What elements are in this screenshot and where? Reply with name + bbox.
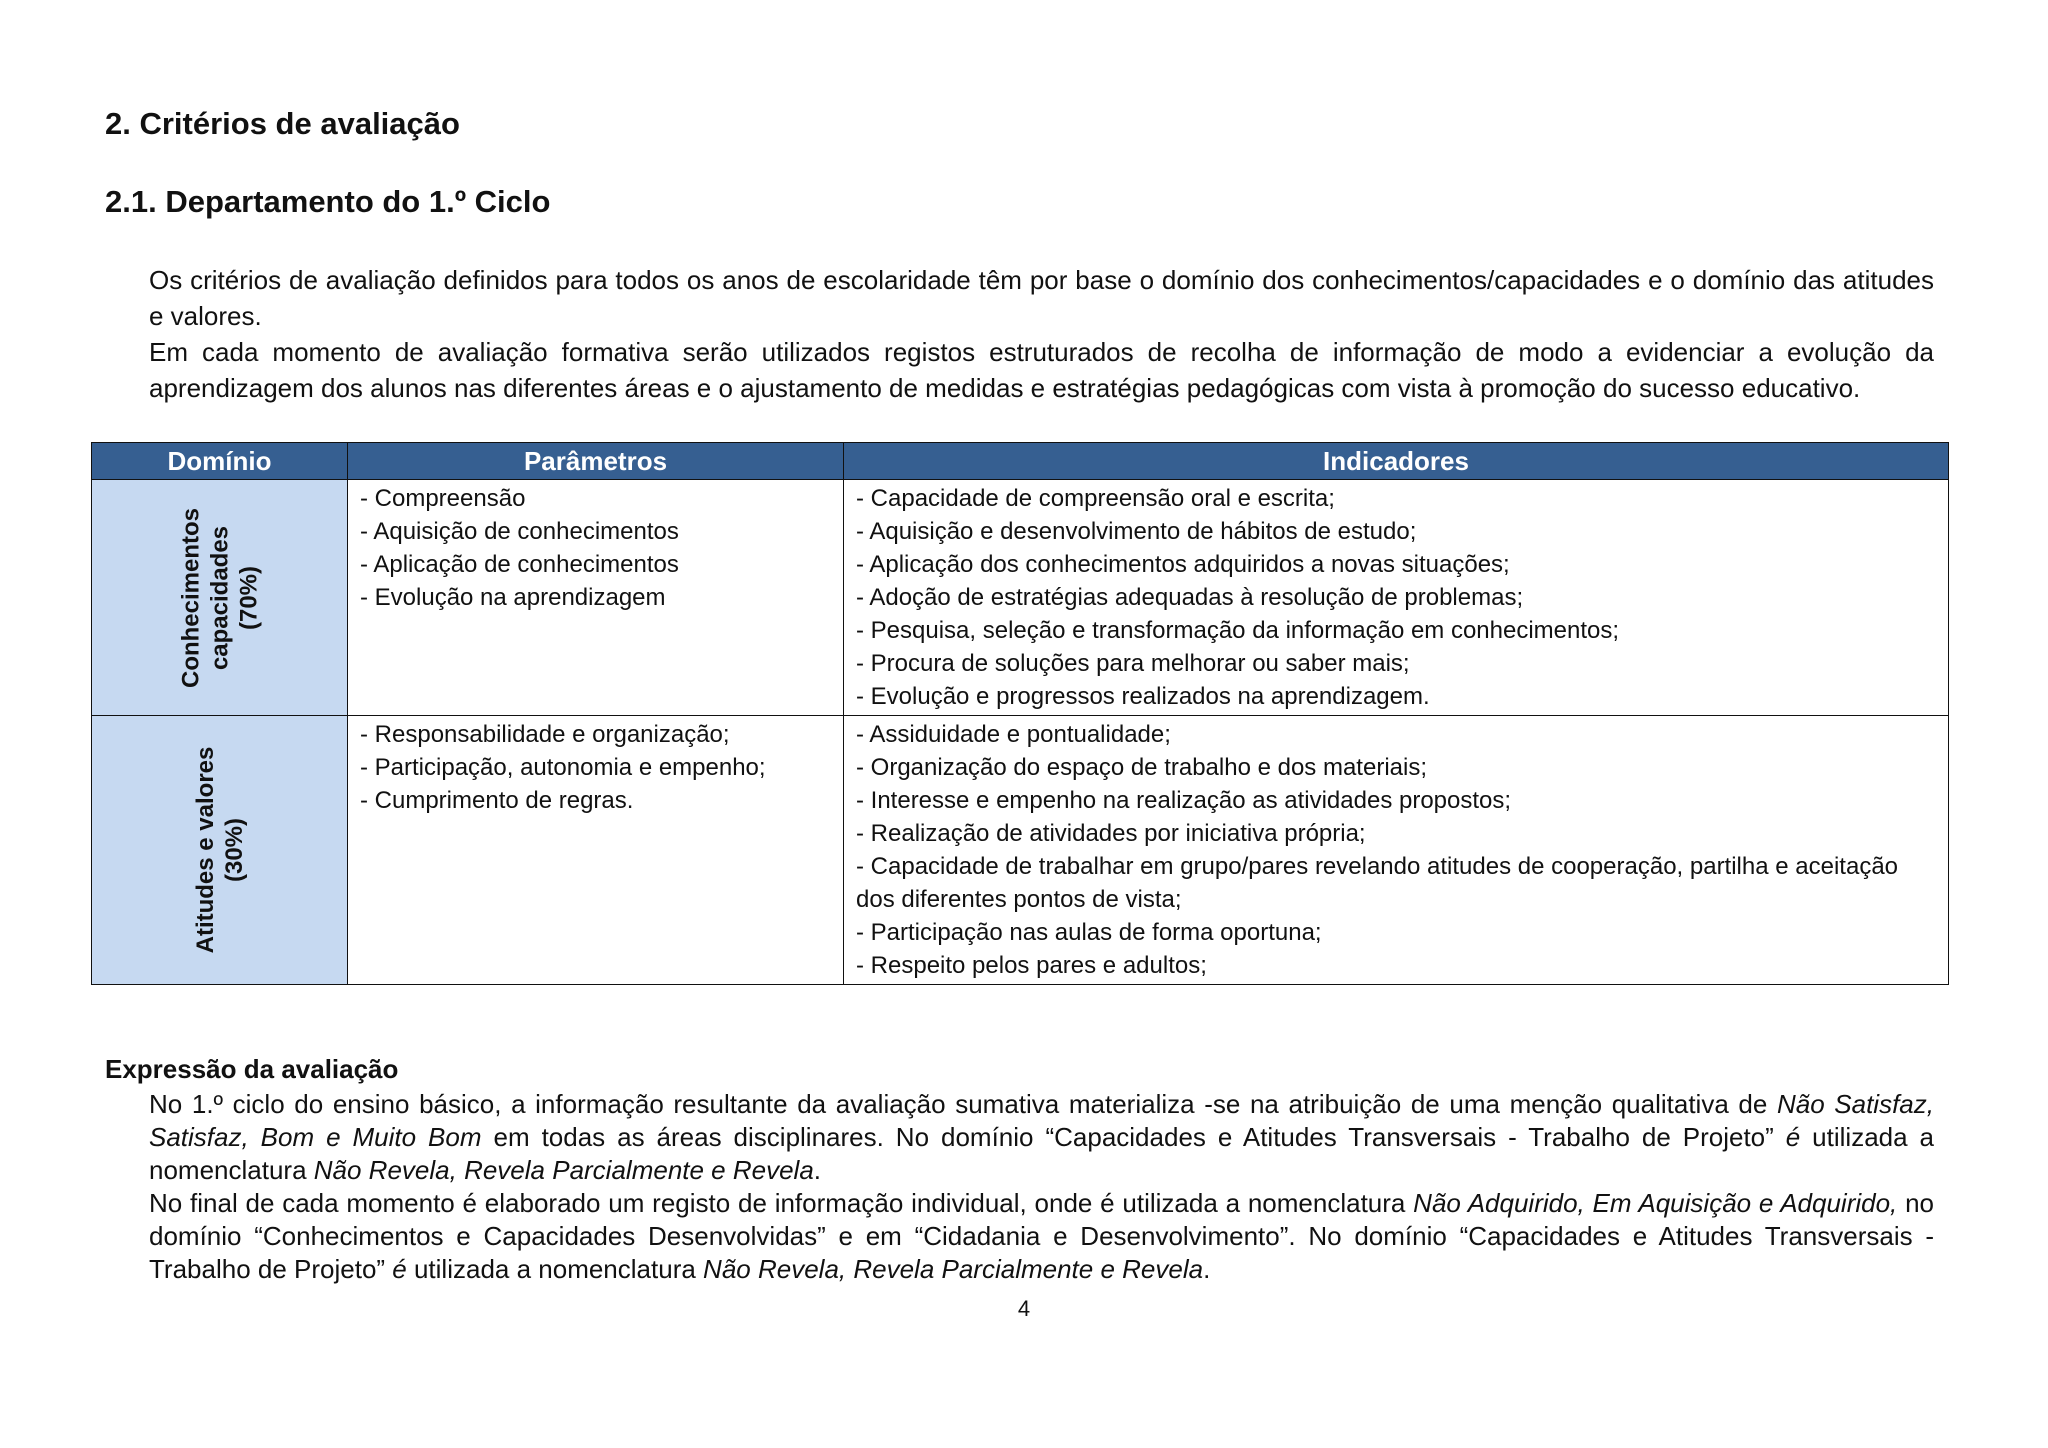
list-item: - Realização de atividades por iniciativa própria; (856, 820, 1366, 847)
list-item: - Aplicação dos conhecimentos adquiridos a novas situações; (856, 551, 1510, 578)
domain-cell (92, 480, 348, 716)
expressao-paragraph: No 1.º ciclo do ensino básico, a informação resultante da avaliação sumativa materializa -se na atribuição de uma menção qualitativa de Não Satisfaz, Satisfaz, Bom e Muito Bom em todas as áreas disciplinares. No domínio “Capacidades e Atitudes Transversais - Trabalho de Projeto” é utilizada a nomenclatura Não Revela, Revela Parcialmente e Revela. (149, 1089, 1934, 1185)
table-header-row (92, 443, 1949, 480)
list-item: - Organização do espaço de trabalho e dos materiais; (856, 754, 1427, 781)
expressao-paragraph: No final de cada momento é elaborado um registo de informação individual, onde é utilizada a nomenclatura Não Adquirido, Em Aquisição e Adquirido, no domínio “Conhecimentos e Capacidades Desenvolvidas” e em “Cidadania e Desenvolvimento”. No domínio “Capacidades e Atitudes Transversais - Trabalho de Projeto” é utilizada a nomenclatura Não Revela, Revela Parcialmente e Revela. (149, 1188, 1934, 1284)
list-item: - Interesse e empenho na realização as atividades propostos; (856, 787, 1512, 814)
parametros-cell (348, 480, 844, 716)
intro-text (149, 262, 1934, 406)
list-item: - Capacidade de compreensão oral e escrita; (856, 485, 1335, 512)
list-item: - Respeito pelos pares e adultos; (856, 952, 1207, 979)
intro-paragraph: Em cada momento de avaliação formativa serão utilizados registos estruturados de recolha de informação de modo a evidenciar a evolução da aprendizagem dos alunos nas diferentes áreas e o ajustamento de medidas e estratégias pedagógicas com vista à promoção do sucesso educativo. (149, 337, 1934, 403)
expressao-text (149, 1088, 1934, 1286)
domain-weight: (70%) (235, 565, 262, 630)
header-dominio: Domínio (92, 443, 348, 480)
section-heading: 2. Critérios de avaliação (105, 106, 460, 141)
criteria-table (91, 442, 1949, 985)
domain-label: Atitudes e valores (191, 746, 219, 954)
list-item: - Pesquisa, seleção e transformação da informação em conhecimentos; (856, 617, 1620, 644)
list-item: - Compreensão (360, 485, 526, 512)
list-item: - Evolução e progressos realizados na aprendizagem. (856, 683, 1430, 710)
list-item: - Participação, autonomia e empenho; (360, 754, 766, 781)
list-item: - Adoção de estratégias adequadas à resolução de problemas; (856, 584, 1524, 611)
table-row (92, 480, 1949, 716)
list-item: - Aquisição e desenvolvimento de hábitos de estudo; (856, 518, 1417, 545)
indicadores-cell (844, 480, 1949, 716)
list-item: - Aplicação de conhecimentos (360, 551, 679, 578)
intro-paragraph: Os critérios de avaliação definidos para todos os anos de escolaridade têm por base o domínio dos conhecimentos/capacidades e o domínio das atitudes e valores. (149, 265, 1934, 331)
table-row (92, 716, 1949, 985)
domain-label: Conhecimentos (177, 507, 204, 688)
domain-weight: (30%) (220, 817, 248, 883)
domain-cell (92, 716, 348, 985)
expressao-heading: Expressão da avaliação (105, 1054, 399, 1084)
list-item: - Evolução na aprendizagem (360, 584, 666, 611)
header-indicadores: Indicadores (844, 443, 1949, 480)
indicadores-cell (844, 716, 1949, 985)
list-item: - Participação nas aulas de forma oportuna; (856, 919, 1322, 946)
subsection-heading: 2.1. Departamento do 1.º Ciclo (105, 184, 551, 219)
list-item: - Responsabilidade e organização; (360, 721, 730, 748)
domain-label: capacidades (206, 525, 233, 670)
list-item: - Cumprimento de regras. (360, 787, 634, 814)
list-item: - Capacidade de trabalhar em grupo/pares revelando atitudes de cooperação, partilha e aceitação dos diferentes pontos de vista; (856, 853, 1899, 913)
list-item: - Procura de soluções para melhorar ou saber mais; (856, 650, 1410, 677)
header-parametros: Parâmetros (348, 443, 844, 480)
list-item: - Assiduidade e pontualidade; (856, 721, 1171, 748)
page-number: 4 (1017, 1296, 1031, 1321)
list-item: - Aquisição de conhecimentos (360, 518, 679, 545)
parametros-cell (348, 716, 844, 985)
